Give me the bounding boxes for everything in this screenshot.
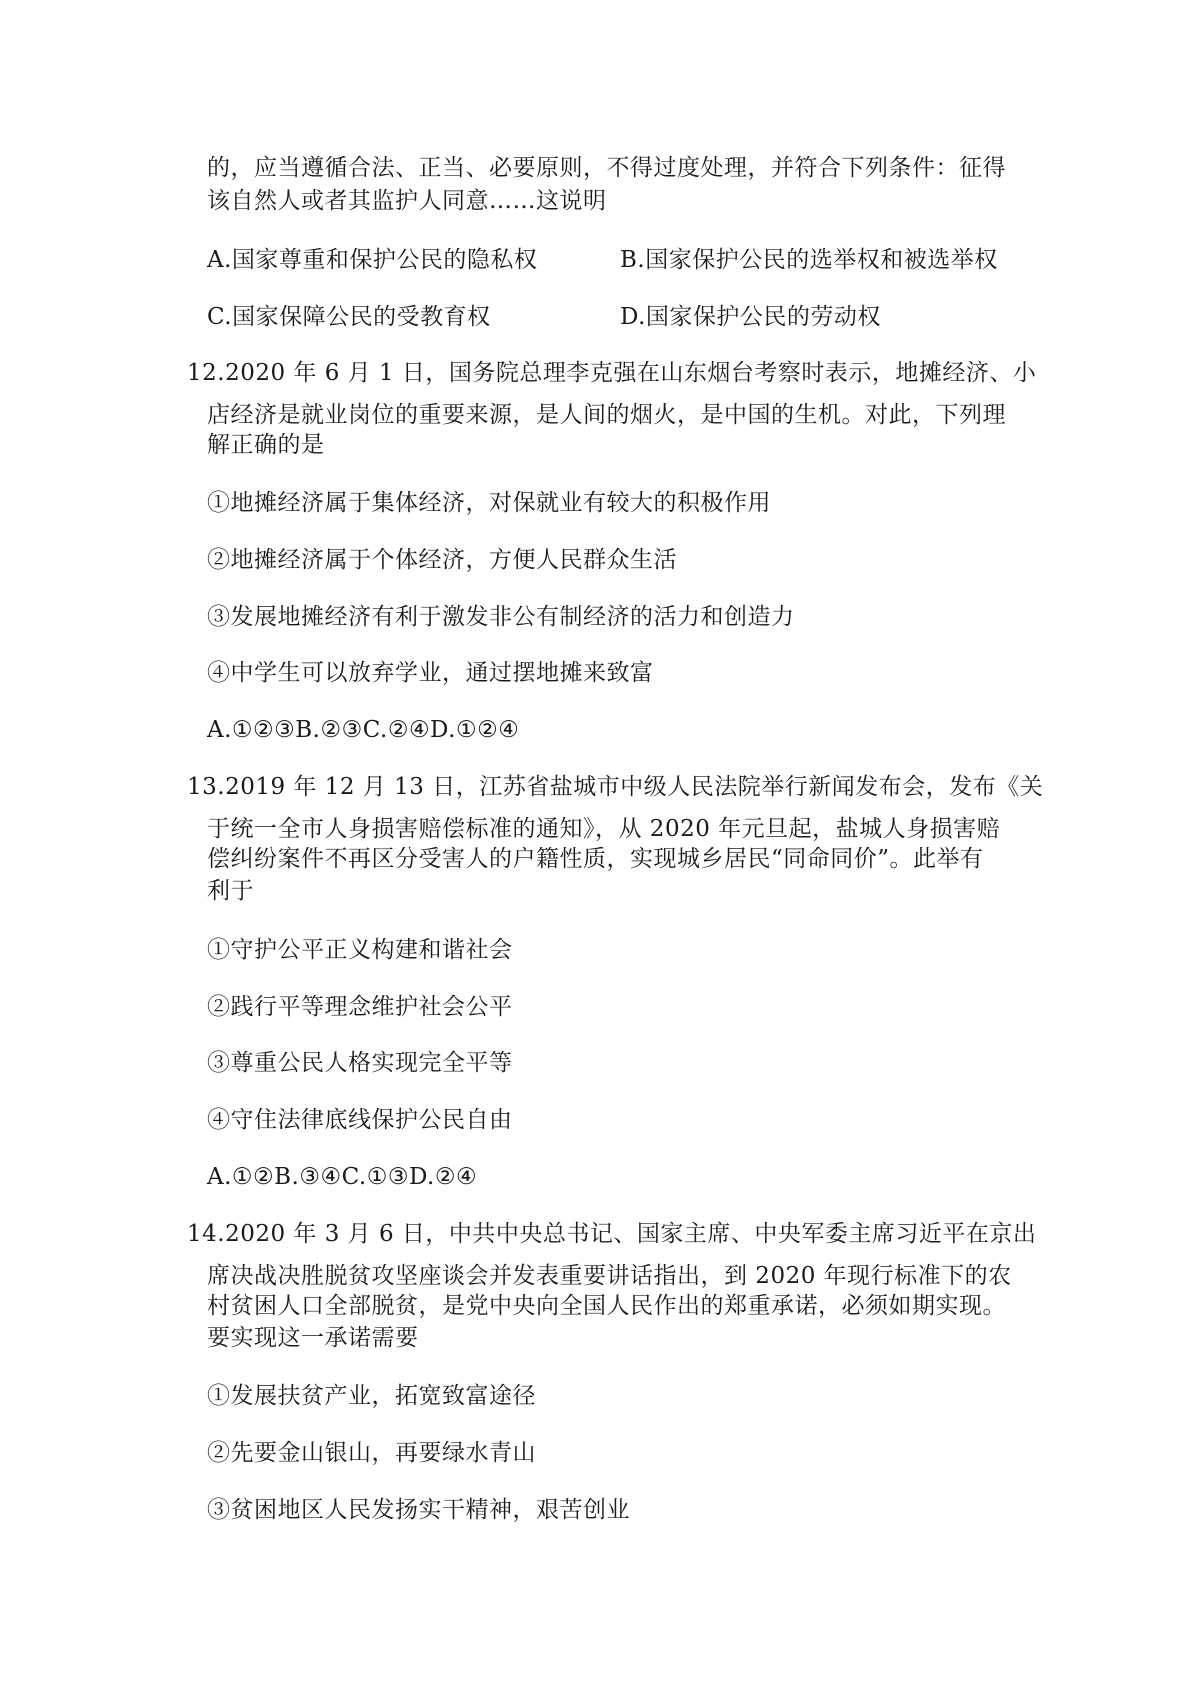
- q13-item-4: ④守住法律底线保护公民自由: [207, 1107, 513, 1133]
- q12-item-4: ④中学生可以放弃学业，通过摆地摊来致富: [207, 660, 654, 686]
- q13-stem-line-1: 13.2019 年 12 月 13 日，江苏省盐城市中级人民法院举行新闻发布会，发布《关: [187, 774, 1044, 800]
- q13-stem-line-2: 于统一全市人身损害赔偿标准的通知》，从 2020 年元旦起，盐城人身损害赔: [207, 816, 1001, 842]
- q14-item-3: ③贫困地区人民发扬实干精神，艰苦创业: [207, 1497, 630, 1523]
- q14-stem-line-1: 14.2020 年 3 月 6 日，中共中央总书记、国家主席、中央军委主席习近平在京出: [187, 1221, 1037, 1247]
- q14-stem-line-3: 村贫困人口全部脱贫，是党中央向全国人民作出的郑重承诺，必须如期实现。: [207, 1293, 1006, 1319]
- q13-item-2: ②践行平等理念维护社会公平: [207, 994, 513, 1020]
- q12-item-3: ③发展地摊经济有利于激发非公有制经济的活力和创造力: [207, 604, 795, 630]
- q11-option-a: A.国家尊重和保护公民的隐私权: [207, 247, 538, 273]
- q12-stem-line-2: 店经济是就业岗位的重要来源，是人间的烟火，是中国的生机。对此，下列理: [207, 402, 1006, 428]
- q11-option-c: C.国家保障公民的受教育权: [207, 304, 491, 330]
- q11-option-b: B.国家保护公民的选举权和被选举权: [620, 247, 998, 273]
- q14-stem-line-2: 席决战决胜脱贫攻坚座谈会并发表重要讲话指出，到 2020 年现行标准下的农: [207, 1263, 1012, 1289]
- q11-stem-line-1: 的，应当遵循合法、正当、必要原则，不得过度处理，并符合下列条件：征得: [207, 155, 1006, 181]
- q11-option-d: D.国家保护公民的劳动权: [620, 304, 881, 330]
- q12-item-1: ①地摊经济属于集体经济，对保就业有较大的积极作用: [207, 490, 771, 516]
- q13-item-1: ①守护公平正义构建和谐社会: [207, 937, 513, 963]
- q11-stem-line-2: 该自然人或者其监护人同意……这说明: [207, 188, 607, 214]
- q14-stem-line-4: 要实现这一承诺需要: [207, 1325, 419, 1351]
- q14-item-2: ②先要金山银山，再要绿水青山: [207, 1440, 536, 1466]
- q13-answer-choices: A.①②B.③④C.①③D.②④: [207, 1164, 478, 1190]
- q12-answer-choices: A.①②③B.②③C.②④D.①②④: [207, 717, 520, 743]
- q13-item-3: ③尊重公民人格实现完全平等: [207, 1050, 513, 1076]
- q12-stem-line-1: 12.2020 年 6 月 1 日，国务院总理李克强在山东烟台考察时表示，地摊经济、小: [187, 360, 1037, 386]
- q13-stem-line-4: 利于: [207, 878, 254, 904]
- q13-stem-line-3: 偿纠纷案件不再区分受害人的户籍性质，实现城乡居民“同命同价”。此举有: [207, 846, 984, 872]
- q14-item-1: ①发展扶贫产业，拓宽致富途径: [207, 1383, 536, 1409]
- q12-stem-line-3: 解正确的是: [207, 432, 325, 458]
- q12-item-2: ②地摊经济属于个体经济，方便人民群众生活: [207, 547, 677, 573]
